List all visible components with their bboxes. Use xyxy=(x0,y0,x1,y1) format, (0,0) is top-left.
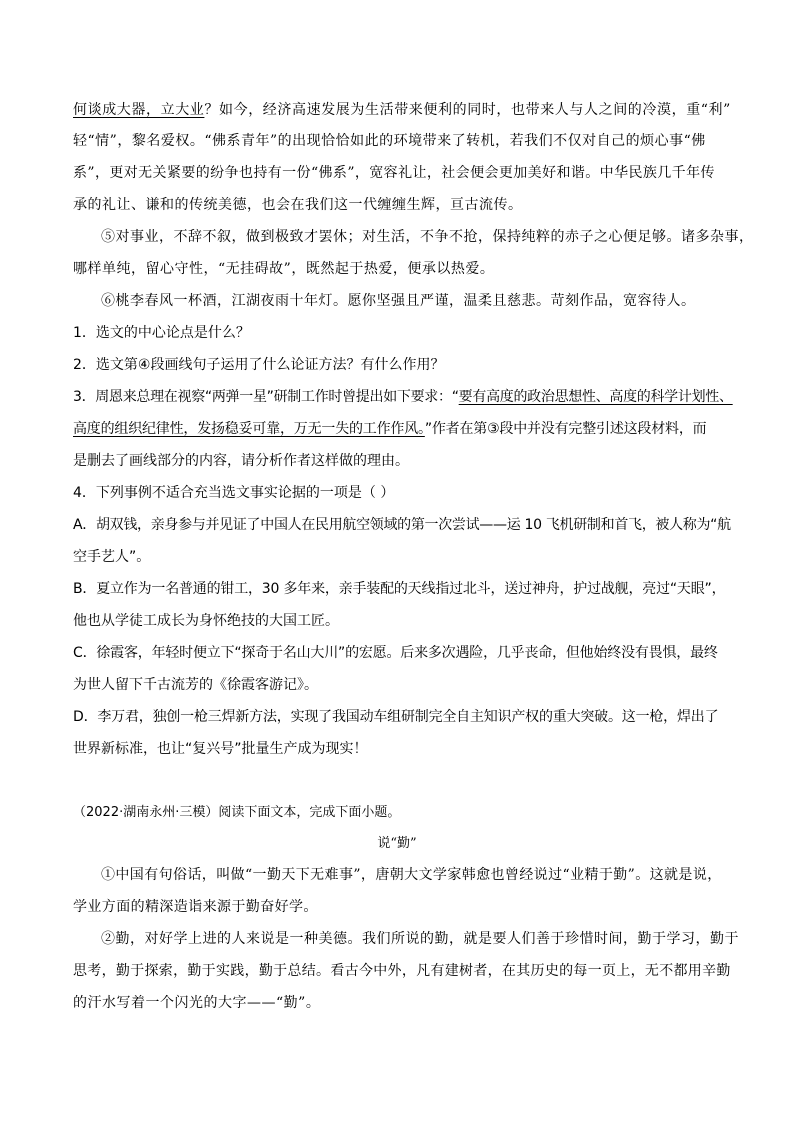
passage-line: 承的礼让、谦和的传统美德，也会在我们这一代缠缠生辉，亘古流传。 xyxy=(73,197,523,213)
passage-line: 轻“情”，黎名爱权。“佛系青年”的出现恰恰如此的环境带来了转机，若我们不仅对自己的烦心事“佛 xyxy=(73,133,706,149)
paragraph-1-line: ①中国有句俗话，叫做“一勤天下无难事”，唐朝大文学家韩愈也曾经说过“业精于勤”。这就是说， xyxy=(101,867,722,883)
paragraph-2-line: 的汗水写着一个闪光的大字——“勤”。 xyxy=(73,995,321,1011)
section-heading: （2022·湖南永州·三模）阅读下面文本，完成下面小题。 xyxy=(73,805,401,820)
option-c-line: 为世人留下千古流芳的《徐霞客游记》。 xyxy=(73,677,318,693)
question-3-line: 3．周恩来总理在视察“两弹一星”研制工作时曾提出如下要求：“要有高度的政治思想性、高度的科学计划性、 xyxy=(73,389,733,405)
underlined-quote: 要有高度的政治思想性、高度的科学计划性、 xyxy=(458,389,733,405)
option-b-line: B．夏立作为一名普通的钳工，30 多年来，亲手装配的天线指过北斗，送过神舟，护过战舰，亮过“天眼”， xyxy=(73,581,726,597)
option-a-line: A．胡双钱，亲身参与并见证了中国人在民用航空领域的第一次尝试——运 10 飞机研制和首飞，被人称为“航 xyxy=(73,517,731,533)
option-a-line: 空手艺人”。 xyxy=(73,549,151,565)
paragraph-2-line: 思考，勤于探索，勤于实践，勤于总结。看古今中外，凡有建树者，在其历史的每一页上，无不都用辛勤 xyxy=(73,963,731,979)
paragraph-5-line: ⑤对事业，不辞不叙，做到极致才罢休；对生活，不争不抢，保持纯粹的赤子之心便足够。诸多杂事， xyxy=(101,229,754,245)
option-c-line: C．徐霞客，年轻时便立下“探奇于名山大川”的宏愿。后来多次遇险，几乎丧命，但他始终没有畏惧，最终 xyxy=(73,645,718,661)
passage-line: 何谈成大器，立大业？如今，经济高速发展为生活带来便利的同时，也带来人与人之间的冷漠，重“利” xyxy=(73,102,731,118)
question-3-line: 是删去了画线部分的内容，请分析作者这样做的理由。 xyxy=(73,453,409,469)
question-3-line: 高度的组织纪律性，发扬稳妥可靠，万无一失的工作作风。”作者在第③段中并没有完整引述这段材料，而 xyxy=(73,421,707,437)
question-2: 2．选文第④段画线句子运用了什么论证方法？有什么作用？ xyxy=(73,357,445,373)
article-title: 说“勤” xyxy=(377,836,417,851)
option-b-line: 他也从学徒工成长为身怀绝技的大国工匠。 xyxy=(73,613,339,629)
underlined-quote: 高度的组织纪律性，发扬稳妥可靠，万无一失的工作作风。 xyxy=(73,421,425,437)
question-4: 4．下列事例不适合充当选文事实论据的一项是（ ） xyxy=(73,485,395,501)
option-d-line: 世界新标准，也让“复兴号”批量生产成为现实！ xyxy=(73,741,368,757)
underlined-phrase: 何谈成大器，立大业 xyxy=(73,102,205,118)
paragraph-5-line: 哪样单纯，留心守性，“无挂碍故”，既然起于热爱，便承以热爱。 xyxy=(73,261,495,277)
question-1: 1．选文的中心论点是什么？ xyxy=(73,325,250,341)
paragraph-6-line: ⑥桃李春风一杯酒，江湖夜雨十年灯。愿你坚强且严谨，温柔且慈悲。苛刻作品，宽容待人。 xyxy=(101,293,696,309)
passage-line: 系”，更对无关紧要的纷争也持有一份“佛系”，宽容礼让，社会便会更加美好和谐。中华民族几千年传 xyxy=(73,165,715,181)
paragraph-2-line: ②勤，对好学上进的人来说是一种美德。我们所说的勤，就是要人们善于珍惜时间，勤于学习，勤于 xyxy=(101,931,739,947)
paragraph-1-line: 学业方面的精深造诣来源于勤奋好学。 xyxy=(73,899,318,915)
option-d-line: D．李万君，独创一枪三焊新方法，实现了我国动车组研制完全自主知识产权的重大突破。这一枪，焊出了 xyxy=(73,709,719,725)
